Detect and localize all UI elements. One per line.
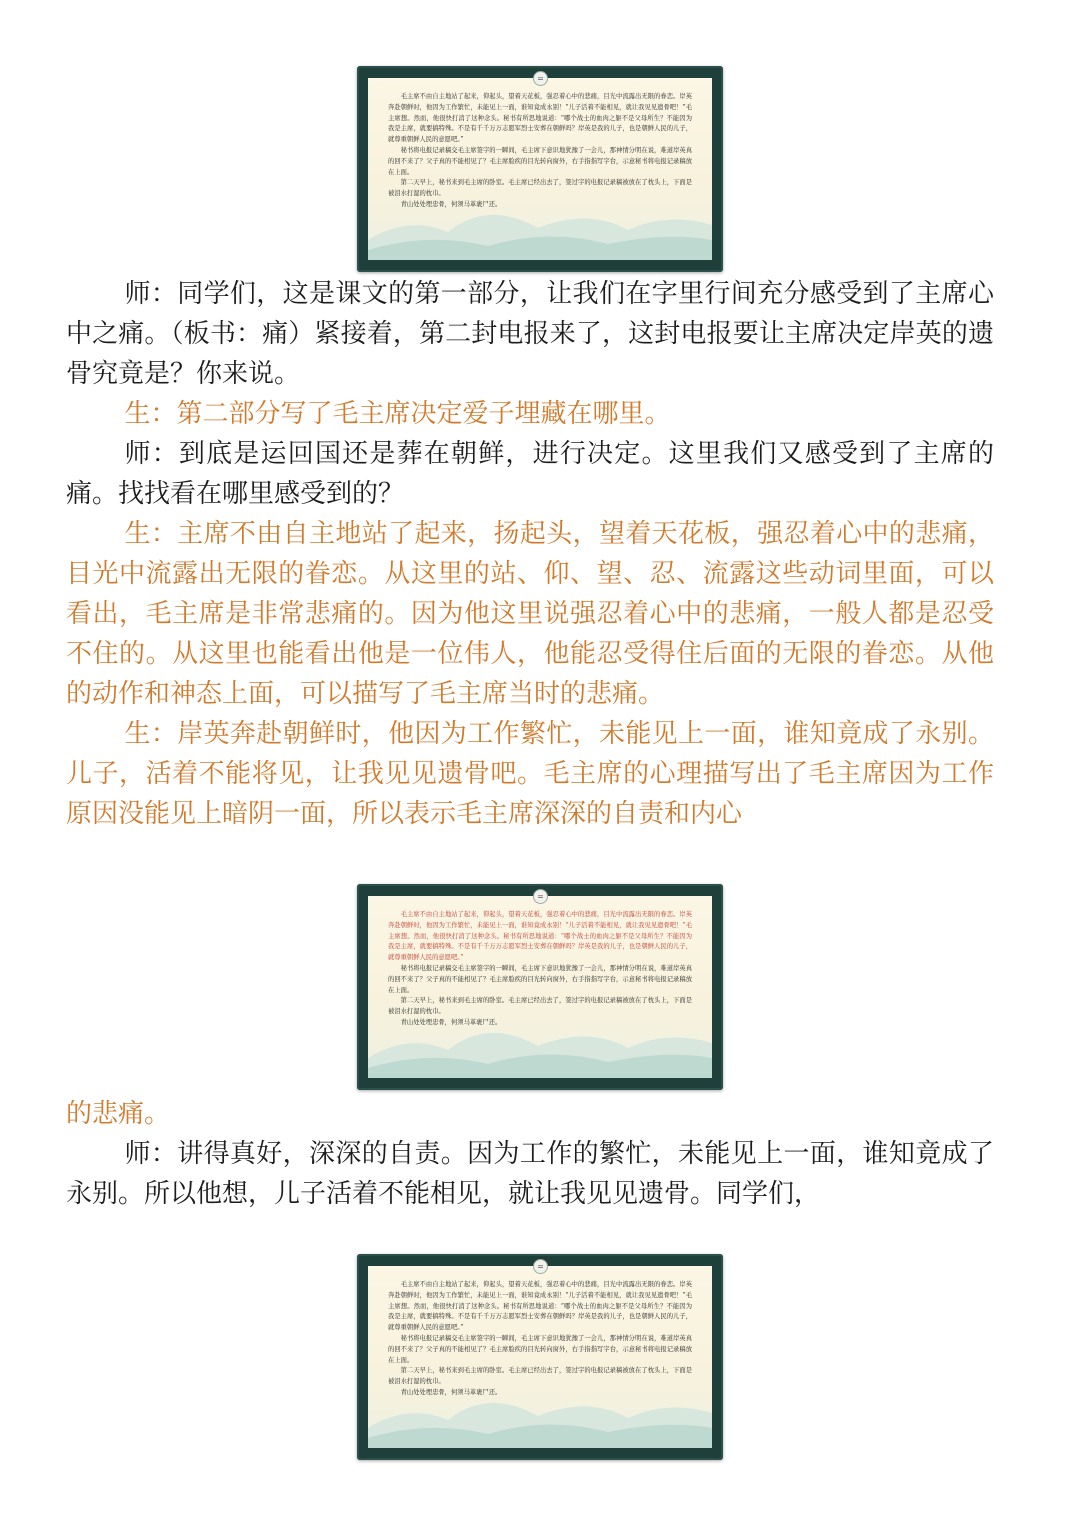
slide-paragraph: 秘书将电报记录稿交毛主席签字的一瞬间，毛主席下意识地犹豫了一会儿，那神情分明在说，难道岸英真的回不来了？父子真的不能相见了？毛主席脸疾的目光转向窗外，右手指指写字台，示意秘书将电报记录稿放在上面。 bbox=[388, 964, 692, 994]
slide-paragraph: 青山处处埋忠骨，何须马革裹尸还。 bbox=[400, 1018, 502, 1026]
student-line: 生：岸英奔赴朝鲜时，他因为工作繁忙，未能见上一面，谁知竟成了永别。儿子，活着不能将见，让我见见遗骨吧。毛主席的心理描写出了毛主席因为工作原因没能见上暗阴一面，所以表示毛主席深深的自责和内心 bbox=[66, 719, 994, 829]
student-line: 的悲痛。 bbox=[66, 1099, 171, 1129]
student-line: 生：主席不由自主地站了起来，扬起头，望着天花板，强忍着心中的悲痛，目光中流露出无限的眷恋。从这里的站、仰、望、忍、流露这些动词里面，可以看出，毛主席是非常悲痛的。因为他这里说强忍着心中的悲痛，一般人都是忍受不住的。从这里也能看出他是一位伟人，他能忍受得住后面的无限的眷恋。从他的动作和神态上面，可以描写了毛主席当时的悲痛。 bbox=[66, 519, 994, 709]
slide-paragraph: 青山处处埋忠骨，何须马革裹尸还。 bbox=[400, 1388, 502, 1396]
lesson-text-section-2 bbox=[66, 1094, 994, 1214]
slide-badge-icon: = bbox=[533, 1259, 548, 1274]
slide-paragraph: 毛主席不由自主地站了起来，仰起头，望着天花板，强忍着心中的悲痛，目光中流露出无限的眷恋。岸英奔赴朝鲜时，他因为工作繁忙，未能见上一面，谁知竟成永别！“儿子活着不能相见，就让我见见遗骨吧！”毛主席想。然而，他很快打消了这种念头。秘书有所思地说道：“哪个战士的血肉之躯不是父母所生？不能因为我是主席，就要搞特殊。不是有千千万万志愿军烈士安葬在朝鲜吗？岸英是我的儿子，也是朝鲜人民的儿子，就尊重朝鲜人民的意愿吧。” bbox=[388, 1281, 692, 1332]
slide-page bbox=[368, 1266, 712, 1448]
slide-image-1 bbox=[357, 66, 723, 272]
slide-paragraph: 青山处处埋忠骨，何须马革裹尸还。 bbox=[400, 200, 502, 208]
slide-paragraph: 第二天早上，秘书来到毛主席的卧室。毛主席已经出去了，签过字的电报记录稿被放在了枕头上，下面是被泪水打湿的枕巾。 bbox=[388, 179, 692, 198]
slide-text bbox=[368, 1266, 712, 1399]
slide-badge-icon: = bbox=[533, 889, 548, 904]
slide-paragraph: 秘书将电报记录稿交毛主席签字的一瞬间，毛主席下意识地犹豫了一会儿，那神情分明在说，难道岸英真的回不来了？父子真的不能相见了？毛主席脸疾的目光转向窗外，右手指指写字台，示意秘书将电报记录稿放在上面。 bbox=[388, 1334, 692, 1364]
slide-paragraph: 毛主席不由自主地站了起来，仰起头，望着天花板，强忍着心中的悲痛，目光中流露出无限的眷恋。岸英奔赴朝鲜时，他因为工作繁忙，未能见上一面，谁知竟成永别！“儿子活着不能相见，就让我见见遗骨吧！”毛主席想。然而，他很快打消了这种念头。秘书有所思地说道：“哪个战士的血肉之躯不是父母所生？不能因为我是主席，就要搞特殊。不是有千千万万志愿军烈士安葬在朝鲜吗？岸英是我的儿子，也是朝鲜人民的儿子，就尊重朝鲜人民的意愿吧。” bbox=[388, 911, 692, 962]
teacher-line: 师：到底是运回国还是葬在朝鲜，进行决定。这里我们又感受到了主席的痛。找找看在哪里感受到的？ bbox=[66, 439, 994, 509]
slide-text bbox=[368, 896, 712, 1029]
slide-image-2 bbox=[357, 884, 723, 1090]
slide-image-3 bbox=[357, 1254, 723, 1460]
slide-paragraph: 毛主席不由自主地站了起来，仰起头，望着天花板，强忍着心中的悲痛，目光中流露出无限的眷恋。岸英奔赴朝鲜时，他因为工作繁忙，未能见上一面，谁知竟成永别！“儿子活着不能相见，就让我见见遗骨吧！”毛主席想。然而，他很快打消了这种念头。秘书有所思地说道：“哪个战士的血肉之躯不是父母所生？不能因为我是主席，就要搞特殊。不是有千千万万志愿军烈士安葬在朝鲜吗？岸英是我的儿子，也是朝鲜人民的儿子，就尊重朝鲜人民的意愿吧。” bbox=[388, 93, 692, 144]
slide-page bbox=[368, 896, 712, 1078]
slide-paragraph: 秘书将电报记录稿交毛主席签字的一瞬间，毛主席下意识地犹豫了一会儿，那神情分明在说，难道岸英真的回不来了？父子真的不能相见了？毛主席脸疾的目光转向窗外，右手指指写字台，示意秘书将电报记录稿放在上面。 bbox=[388, 146, 692, 176]
student-line: 生：第二部分写了毛主席决定爱子埋藏在哪里。 bbox=[124, 399, 671, 429]
slide-paragraph: 第二天早上，秘书来到毛主席的卧室。毛主席已经出去了，签过字的电报记录稿被放在了枕头上，下面是被泪水打湿的枕巾。 bbox=[388, 997, 692, 1016]
lesson-text-section-1 bbox=[66, 274, 994, 834]
slide-page bbox=[368, 78, 712, 260]
slide-badge-icon: = bbox=[533, 71, 548, 86]
slide-paragraph: 第二天早上，秘书来到毛主席的卧室。毛主席已经出去了，签过字的电报记录稿被放在了枕头上，下面是被泪水打湿的枕巾。 bbox=[388, 1367, 692, 1386]
teacher-line: 师：同学们，这是课文的第一部分，让我们在字里行间充分感受到了主席心中之痛。（板书：痛）紧接着，第二封电报来了，这封电报要让主席决定岸英的遗骨究竟是？你来说。 bbox=[66, 279, 994, 389]
teacher-line: 师：讲得真好，深深的自责。因为工作的繁忙，未能见上一面，谁知竟成了永别。所以他想，儿子活着不能相见，就让我见见遗骨。同学们， bbox=[66, 1139, 994, 1209]
slide-text bbox=[368, 78, 712, 211]
